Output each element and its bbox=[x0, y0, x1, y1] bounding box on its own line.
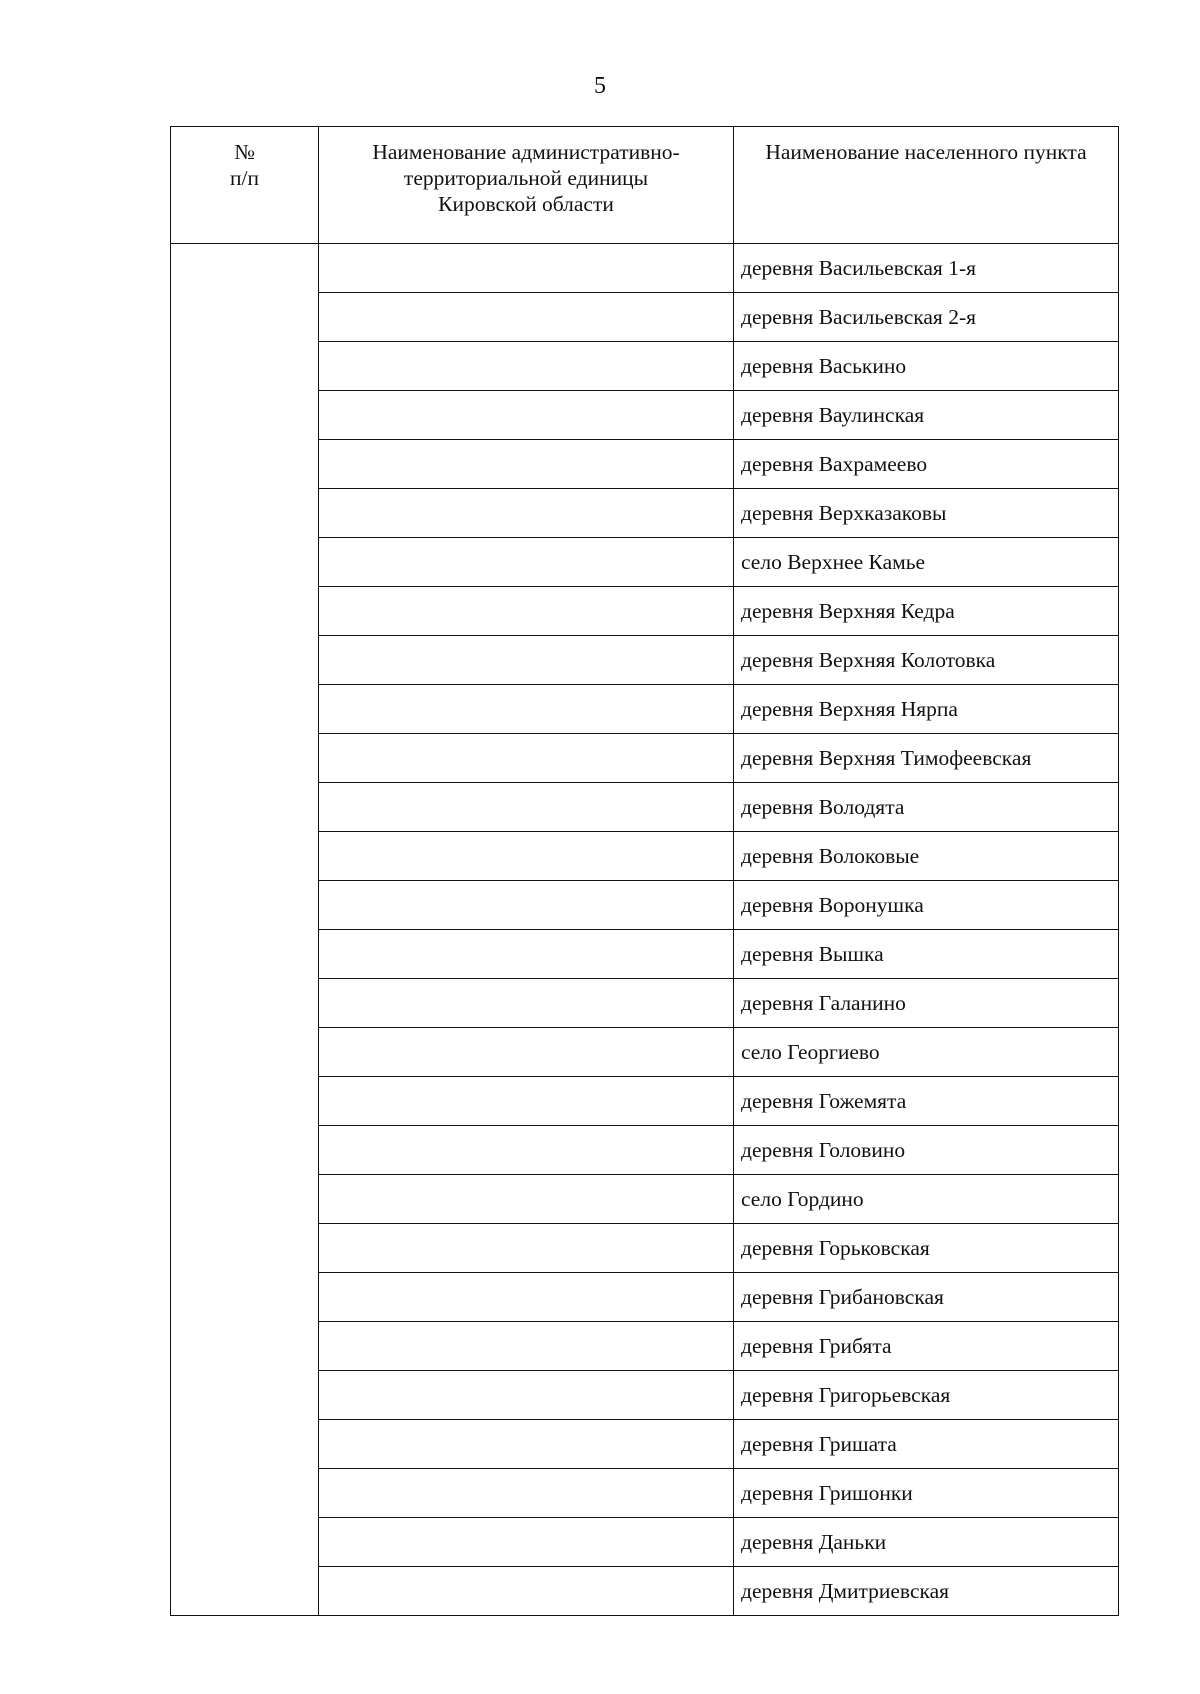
settlement-cell: деревня Володята bbox=[734, 783, 1119, 832]
admin-unit-cell bbox=[319, 342, 734, 391]
settlement-cell: деревня Васильевская 2-я bbox=[734, 293, 1119, 342]
admin-unit-cell bbox=[319, 636, 734, 685]
settlement-cell: деревня Даньки bbox=[734, 1518, 1119, 1567]
header-admin-unit-line: Наименование административно- bbox=[372, 140, 680, 164]
header-number-line: п/п bbox=[230, 166, 259, 190]
admin-unit-cell bbox=[319, 489, 734, 538]
admin-unit-cell bbox=[319, 1371, 734, 1420]
admin-unit-cell bbox=[319, 538, 734, 587]
table-body bbox=[171, 244, 1119, 1616]
settlement-cell: деревня Головино bbox=[734, 1126, 1119, 1175]
settlement-cell: деревня Гришонки bbox=[734, 1469, 1119, 1518]
admin-unit-cell bbox=[319, 1567, 734, 1616]
header-settlement: Наименование населенного пункта bbox=[734, 127, 1119, 244]
settlement-cell: деревня Верхняя Тимофеевская bbox=[734, 734, 1119, 783]
admin-unit-cell bbox=[319, 930, 734, 979]
admin-unit-cell bbox=[319, 1322, 734, 1371]
header-number-line: № bbox=[234, 140, 255, 164]
table-header-row bbox=[171, 127, 1119, 244]
settlement-cell: деревня Верхняя Нярпа bbox=[734, 685, 1119, 734]
admin-unit-cell bbox=[319, 1469, 734, 1518]
settlement-cell: деревня Верхняя Кедра bbox=[734, 587, 1119, 636]
settlement-cell: деревня Верхняя Колотовка bbox=[734, 636, 1119, 685]
settlement-cell: деревня Горьковская bbox=[734, 1224, 1119, 1273]
admin-unit-cell bbox=[319, 685, 734, 734]
header-admin-unit bbox=[319, 127, 734, 244]
settlements-table bbox=[170, 126, 1119, 1616]
admin-unit-cell bbox=[319, 440, 734, 489]
admin-unit-cell bbox=[319, 832, 734, 881]
admin-unit-cell bbox=[319, 1224, 734, 1273]
admin-unit-cell bbox=[319, 1175, 734, 1224]
admin-unit-cell bbox=[319, 979, 734, 1028]
admin-unit-cell bbox=[319, 783, 734, 832]
admin-unit-cell bbox=[319, 1126, 734, 1175]
row-number-cell bbox=[171, 244, 319, 1616]
settlement-cell: деревня Вахрамеево bbox=[734, 440, 1119, 489]
settlement-cell: деревня Верхказаковы bbox=[734, 489, 1119, 538]
settlement-cell: деревня Васькино bbox=[734, 342, 1119, 391]
settlement-cell: деревня Григорьевская bbox=[734, 1371, 1119, 1420]
settlement-cell: деревня Гожемята bbox=[734, 1077, 1119, 1126]
settlement-cell: село Гордино bbox=[734, 1175, 1119, 1224]
settlement-cell: деревня Воронушка bbox=[734, 881, 1119, 930]
settlement-cell: деревня Вышка bbox=[734, 930, 1119, 979]
header-number bbox=[171, 127, 319, 244]
admin-unit-cell bbox=[319, 734, 734, 783]
admin-unit-cell bbox=[319, 587, 734, 636]
settlement-cell: деревня Грибановская bbox=[734, 1273, 1119, 1322]
admin-unit-cell bbox=[319, 1420, 734, 1469]
admin-unit-cell bbox=[319, 881, 734, 930]
settlement-cell: деревня Грибята bbox=[734, 1322, 1119, 1371]
admin-unit-cell bbox=[319, 1518, 734, 1567]
settlement-cell: деревня Галанино bbox=[734, 979, 1119, 1028]
settlement-cell: село Георгиево bbox=[734, 1028, 1119, 1077]
settlement-cell: деревня Волоковые bbox=[734, 832, 1119, 881]
settlement-cell: деревня Ваулинская bbox=[734, 391, 1119, 440]
header-admin-unit-line: Кировской области bbox=[438, 192, 614, 216]
admin-unit-cell bbox=[319, 1273, 734, 1322]
header-admin-unit-line: территориальной единицы bbox=[403, 166, 649, 190]
admin-unit-cell bbox=[319, 391, 734, 440]
admin-unit-cell bbox=[319, 244, 734, 293]
settlement-cell: деревня Дмитриевская bbox=[734, 1567, 1119, 1616]
settlement-cell: деревня Васильевская 1-я bbox=[734, 244, 1119, 293]
admin-unit-cell bbox=[319, 1028, 734, 1077]
table-row bbox=[171, 244, 1119, 293]
settlement-cell: село Верхнее Камье bbox=[734, 538, 1119, 587]
admin-unit-cell bbox=[319, 293, 734, 342]
page-number: 5 bbox=[594, 73, 606, 99]
admin-unit-cell bbox=[319, 1077, 734, 1126]
settlement-cell: деревня Гришата bbox=[734, 1420, 1119, 1469]
